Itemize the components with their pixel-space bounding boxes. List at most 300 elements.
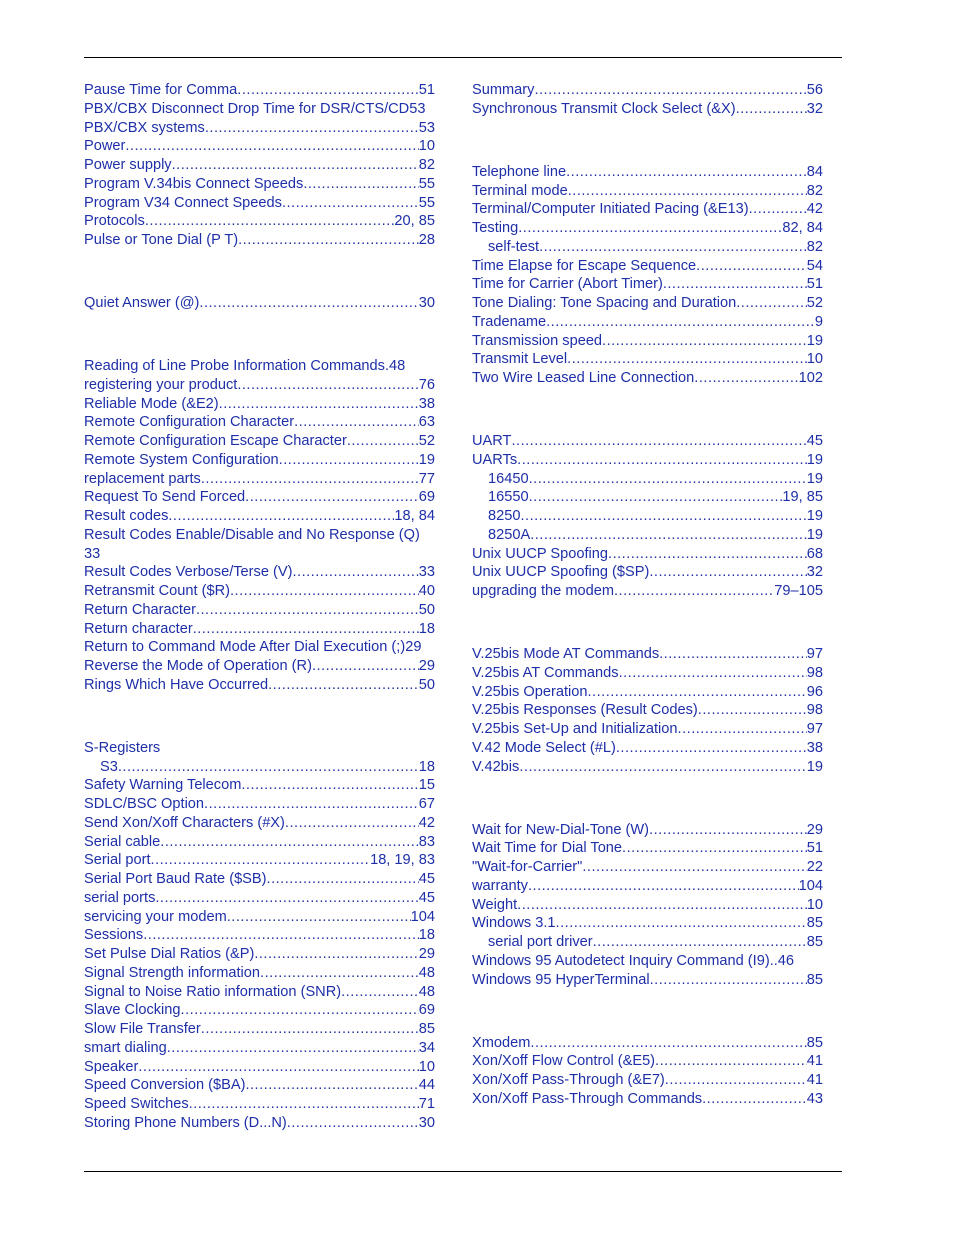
index-entry[interactable] bbox=[84, 833, 435, 852]
entry-page-number: 9 bbox=[814, 313, 823, 330]
index-entry[interactable] bbox=[84, 507, 435, 526]
index-entry[interactable] bbox=[472, 163, 823, 182]
dot-leader bbox=[529, 488, 783, 507]
index-entry[interactable] bbox=[472, 1052, 823, 1071]
dot-leader bbox=[511, 432, 806, 451]
top-rule bbox=[84, 57, 842, 58]
dot-leader bbox=[341, 983, 419, 1002]
entry-term: serial port driver bbox=[488, 934, 593, 950]
index-entry[interactable] bbox=[84, 451, 435, 470]
dot-leader bbox=[567, 350, 807, 369]
index-entry[interactable] bbox=[472, 313, 823, 332]
dot-leader bbox=[568, 182, 807, 201]
dot-leader bbox=[622, 839, 807, 858]
entry-page-number: 48 bbox=[418, 983, 435, 1000]
dot-leader bbox=[749, 200, 807, 219]
index-subentry[interactable] bbox=[472, 470, 823, 489]
entry-page-number: 85 bbox=[806, 934, 823, 950]
index-subentry[interactable] bbox=[84, 758, 435, 777]
index-entry[interactable] bbox=[84, 945, 435, 964]
entry-term: registering your product bbox=[84, 376, 238, 393]
entry-page-number: 20, 85 bbox=[394, 213, 435, 230]
index-entry[interactable] bbox=[84, 983, 435, 1002]
dot-leader bbox=[303, 175, 418, 194]
entry-term: Weight bbox=[472, 896, 518, 913]
index-entry[interactable] bbox=[472, 914, 823, 933]
entry-page-number: 10 bbox=[806, 351, 823, 368]
index-entry[interactable] bbox=[84, 1020, 435, 1039]
entry-term: replacement parts bbox=[84, 470, 201, 487]
entry-term: Return to Command Mode After Dial Execution (;) bbox=[84, 639, 406, 656]
entry-term: Sessions bbox=[84, 927, 144, 944]
entry-page-number: 69 bbox=[418, 489, 435, 506]
entry-page-number: 69 bbox=[418, 1002, 435, 1019]
index-entry[interactable] bbox=[472, 451, 823, 470]
section-gap bbox=[84, 313, 435, 357]
index-entry[interactable] bbox=[84, 620, 435, 639]
entry-page-number: 67 bbox=[418, 796, 435, 812]
entry-term: Time Elapse for Escape Sequence bbox=[472, 257, 697, 274]
dot-leader bbox=[539, 238, 807, 257]
index-entry[interactable] bbox=[84, 926, 435, 945]
index-entry[interactable] bbox=[84, 563, 435, 582]
index-entry[interactable] bbox=[472, 896, 823, 915]
dot-leader bbox=[608, 545, 807, 564]
entry-page-number: 76 bbox=[418, 376, 435, 393]
dot-leader bbox=[518, 219, 782, 238]
index-entry[interactable] bbox=[84, 357, 435, 376]
index-entry[interactable] bbox=[472, 582, 823, 601]
index-subentry[interactable] bbox=[472, 488, 823, 507]
index-entry[interactable] bbox=[84, 526, 435, 545]
entry-term: 16550 bbox=[488, 489, 529, 506]
entry-term: Storing Phone Numbers (D...N) bbox=[84, 1114, 287, 1131]
dot-leader bbox=[267, 870, 419, 889]
dot-leader bbox=[241, 776, 418, 795]
index-entry[interactable] bbox=[84, 81, 435, 100]
entry-term: Quiet Answer (@) bbox=[84, 295, 200, 311]
entry-term: servicing your modem bbox=[84, 908, 227, 925]
entry-term: Remote Configuration Character bbox=[84, 414, 295, 431]
index-entry[interactable] bbox=[472, 858, 823, 877]
entry-page-number: 56 bbox=[806, 82, 823, 98]
dot-leader bbox=[189, 1095, 419, 1114]
entry-term: Transmission speed bbox=[472, 332, 603, 349]
entry-page-number: 82 bbox=[806, 238, 823, 255]
dot-leader bbox=[655, 1052, 807, 1071]
entry-page-number: 82 bbox=[806, 182, 823, 199]
index-entry[interactable] bbox=[84, 212, 435, 231]
index-column-left bbox=[84, 81, 435, 1133]
entry-page-number: 84 bbox=[806, 163, 823, 180]
index-entry[interactable] bbox=[84, 638, 435, 657]
index-entry[interactable] bbox=[84, 1114, 435, 1133]
entry-page-number: 30 bbox=[418, 295, 435, 311]
entry-page-number: 18 bbox=[418, 620, 435, 637]
index-entry[interactable] bbox=[472, 275, 823, 294]
entry-term: Terminal mode bbox=[472, 182, 568, 199]
dot-leader bbox=[160, 833, 419, 852]
entry-term: Program V34 Connect Speeds bbox=[84, 194, 282, 211]
index-entry[interactable] bbox=[472, 350, 823, 369]
index-entry[interactable] bbox=[84, 1058, 435, 1077]
dot-leader bbox=[614, 582, 774, 601]
index-entry[interactable] bbox=[472, 182, 823, 201]
entry-page-number: 51 bbox=[806, 276, 823, 293]
entry-term: 8250A bbox=[488, 526, 531, 543]
dot-leader bbox=[125, 137, 418, 156]
entry-page-number: 19 bbox=[806, 470, 823, 487]
section-gap bbox=[84, 250, 435, 294]
index-entry[interactable] bbox=[84, 137, 435, 156]
entry-term: Power bbox=[84, 138, 126, 155]
entry-page-number: 19 bbox=[806, 332, 823, 349]
dot-leader bbox=[287, 1114, 419, 1133]
index-entry[interactable] bbox=[84, 582, 435, 601]
index-entry[interactable] bbox=[84, 100, 435, 119]
dot-leader bbox=[528, 877, 799, 896]
entry-page-number: 10 bbox=[418, 138, 435, 155]
entry-page-number: 42 bbox=[806, 201, 823, 218]
index-entry[interactable] bbox=[84, 156, 435, 175]
dot-leader bbox=[520, 507, 806, 526]
index-entry[interactable] bbox=[472, 100, 823, 119]
entry-page-number: 68 bbox=[806, 545, 823, 562]
dot-leader bbox=[587, 683, 806, 702]
index-entry[interactable] bbox=[84, 413, 435, 432]
dot-leader bbox=[167, 1039, 419, 1058]
entry-term: Speed Conversion ($BA) bbox=[84, 1077, 246, 1094]
entry-page-number: 18 bbox=[418, 927, 435, 944]
index-entry[interactable] bbox=[84, 470, 435, 489]
entry-term: Reading of Line Probe Information Commands bbox=[84, 358, 385, 374]
index-subentry[interactable] bbox=[472, 507, 823, 526]
dot-leader bbox=[138, 1058, 418, 1077]
index-entry[interactable] bbox=[84, 119, 435, 138]
entry-term: Unix UUCP Spoofing bbox=[472, 545, 609, 562]
index-entry[interactable] bbox=[472, 369, 823, 388]
entry-page-number: 15 bbox=[418, 777, 435, 794]
entry-page-number: 40 bbox=[418, 583, 435, 599]
entry-term: Send Xon/Xoff Characters (#X) bbox=[84, 814, 285, 831]
index-entry[interactable] bbox=[472, 1090, 823, 1109]
index-entry[interactable] bbox=[84, 1095, 435, 1114]
dot-leader bbox=[245, 1076, 418, 1095]
dot-leader bbox=[143, 926, 419, 945]
dot-leader bbox=[556, 914, 807, 933]
entry-page-number: 98 bbox=[806, 664, 823, 681]
entry-term: Slave Clocking bbox=[84, 1002, 181, 1019]
entry-page-number: 38 bbox=[806, 739, 823, 756]
entry-page-number: 50 bbox=[418, 601, 435, 618]
dot-leader bbox=[205, 119, 419, 138]
entry-page-number: 55 bbox=[418, 194, 435, 211]
dot-leader bbox=[237, 81, 418, 100]
entry-page-number: 38 bbox=[418, 395, 435, 412]
entry-term: serial ports bbox=[84, 889, 156, 906]
entry-term: Pause Time for Comma bbox=[84, 82, 238, 98]
index-entry[interactable] bbox=[84, 776, 435, 795]
entry-term: 33 bbox=[84, 545, 101, 562]
index-entry[interactable] bbox=[84, 432, 435, 451]
entry-page-number: 51 bbox=[418, 82, 435, 98]
index-entry[interactable] bbox=[472, 200, 823, 219]
dot-leader bbox=[519, 758, 806, 777]
dot-leader bbox=[268, 676, 419, 695]
entry-term: 8250 bbox=[488, 508, 521, 524]
index-entry[interactable] bbox=[472, 432, 823, 451]
entry-term: Windows 95 Autodetect Inquiry Command (I9) bbox=[472, 952, 770, 969]
dot-leader bbox=[534, 81, 806, 100]
entry-page-number: 77 bbox=[418, 470, 435, 487]
entry-page-number: 29 bbox=[405, 639, 422, 656]
entry-term: Reliable Mode (&E2) bbox=[84, 395, 219, 412]
entry-page-number: 55 bbox=[418, 175, 435, 192]
entry-term: Result Codes Enable/Disable and No Response (Q) bbox=[84, 526, 420, 543]
section-gap bbox=[472, 388, 823, 432]
dot-leader bbox=[279, 451, 419, 470]
entry-page-number: 41 bbox=[806, 1053, 823, 1070]
entry-page-number: 43 bbox=[806, 1090, 823, 1107]
entry-term: Program V.34bis Connect Speeds bbox=[84, 175, 304, 192]
bottom-rule bbox=[84, 1171, 842, 1172]
dot-leader bbox=[181, 1001, 419, 1020]
entry-page-number: 104 bbox=[410, 908, 435, 925]
entry-term: UARTs bbox=[472, 451, 518, 468]
index-entry[interactable] bbox=[472, 1071, 823, 1090]
entry-term: V.25bis Responses (Result Codes) bbox=[472, 702, 698, 719]
entry-page-number: 45 bbox=[418, 889, 435, 906]
entry-term: Terminal/Computer Initiated Pacing (&E13) bbox=[472, 201, 749, 218]
entry-term: SDLC/BSC Option bbox=[84, 796, 205, 812]
index-entry[interactable] bbox=[84, 175, 435, 194]
entry-term: Telephone line bbox=[472, 163, 567, 180]
entry-term: V.25bis Set-Up and Initialization bbox=[472, 721, 678, 737]
index-entry[interactable] bbox=[472, 720, 823, 739]
entry-term: PBX/CBX systems bbox=[84, 119, 205, 136]
dot-leader bbox=[230, 582, 419, 601]
entry-term: Return Character bbox=[84, 601, 196, 618]
index-entry[interactable] bbox=[84, 545, 435, 564]
dot-leader bbox=[219, 395, 419, 414]
index-entry[interactable] bbox=[84, 889, 435, 908]
index-subentry[interactable] bbox=[472, 933, 823, 952]
entry-term: Time for Carrier (Abort Timer) bbox=[472, 276, 663, 293]
entry-page-number: 19 bbox=[806, 451, 823, 468]
dot-leader bbox=[151, 851, 371, 870]
entry-page-number: 79–105 bbox=[774, 583, 823, 599]
entry-page-number: 82, 84 bbox=[782, 220, 823, 236]
section-gap bbox=[472, 601, 823, 645]
dot-leader bbox=[282, 194, 419, 213]
entry-term: self-test bbox=[488, 238, 540, 255]
entry-term: Pulse or Tone Dial (P T) bbox=[84, 232, 239, 248]
entry-term: V.25bis AT Commands bbox=[472, 664, 619, 681]
entry-term: Protocols bbox=[84, 213, 145, 230]
dot-leader bbox=[199, 294, 418, 313]
entry-page-number: 97 bbox=[806, 721, 823, 737]
index-entry[interactable] bbox=[84, 376, 435, 395]
entry-term: Wait for New-Dial-Tone (W) bbox=[472, 821, 650, 838]
dot-leader bbox=[294, 413, 419, 432]
section-gap bbox=[84, 695, 435, 739]
index-entry[interactable] bbox=[472, 877, 823, 896]
index-entry[interactable] bbox=[472, 257, 823, 276]
dot-leader bbox=[227, 908, 411, 927]
entry-term: Tradename bbox=[472, 313, 547, 330]
entry-term: V.42bis bbox=[472, 758, 520, 775]
entry-term: 16450 bbox=[488, 470, 529, 487]
entry-term: Rings Which Have Occurred bbox=[84, 676, 269, 693]
dot-leader bbox=[736, 294, 807, 313]
index-entry[interactable] bbox=[472, 664, 823, 683]
entry-page-number: 97 bbox=[806, 646, 823, 662]
index-entry[interactable] bbox=[472, 545, 823, 564]
dot-leader bbox=[530, 1034, 806, 1053]
dot-leader bbox=[517, 896, 807, 915]
index-entry[interactable] bbox=[472, 683, 823, 702]
entry-page-number: 85 bbox=[418, 1021, 435, 1037]
index-entry[interactable] bbox=[472, 563, 823, 582]
entry-term: Unix UUCP Spoofing ($SP) bbox=[472, 564, 650, 581]
entry-term: V.42 Mode Select (#L) bbox=[472, 739, 616, 756]
dot-leader bbox=[201, 470, 419, 489]
dot-leader bbox=[530, 526, 807, 545]
entry-term: Summary bbox=[472, 82, 535, 98]
entry-page-number: 10 bbox=[806, 896, 823, 913]
entry-term: UART bbox=[472, 433, 512, 449]
index-entry[interactable] bbox=[472, 739, 823, 758]
entry-page-number: 52 bbox=[418, 433, 435, 449]
entry-term: Windows 3.1 bbox=[472, 915, 556, 932]
dot-leader bbox=[193, 620, 419, 639]
entry-term: S-Registers bbox=[84, 739, 161, 756]
entry-page-number: 19 bbox=[418, 451, 435, 468]
index-entry[interactable] bbox=[472, 1034, 823, 1053]
index-entry[interactable] bbox=[84, 657, 435, 676]
dot-leader bbox=[118, 758, 419, 777]
entry-page-number: 71 bbox=[418, 1096, 435, 1112]
dot-leader bbox=[663, 275, 807, 294]
entry-page-number: 63 bbox=[418, 414, 435, 431]
index-entry[interactable] bbox=[472, 219, 823, 238]
dot-leader bbox=[285, 814, 419, 833]
entry-term: Result Codes Verbose/Terse (V) bbox=[84, 564, 293, 581]
index-entry[interactable] bbox=[84, 851, 435, 870]
entry-page-number: 54 bbox=[806, 257, 823, 274]
entry-page-number: 18, 19, 83 bbox=[370, 852, 435, 869]
entry-term: Remote System Configuration bbox=[84, 451, 279, 468]
index-entry[interactable] bbox=[84, 676, 435, 695]
dot-leader bbox=[347, 432, 419, 451]
dot-leader bbox=[736, 100, 807, 119]
index-entry[interactable] bbox=[472, 294, 823, 313]
index-entry[interactable] bbox=[84, 739, 435, 758]
entry-term: S3 bbox=[100, 758, 118, 775]
index-entry[interactable] bbox=[84, 395, 435, 414]
entry-page-number: 51 bbox=[806, 840, 823, 857]
index-entry[interactable] bbox=[472, 839, 823, 858]
index-entry[interactable] bbox=[84, 1076, 435, 1095]
entry-page-number: 29 bbox=[418, 946, 435, 962]
entry-term: Set Pulse Dial Ratios (&P) bbox=[84, 946, 255, 962]
entry-page-number: 96 bbox=[806, 683, 823, 700]
entry-term: Signal to Noise Ratio information (SNR) bbox=[84, 983, 342, 1000]
index-entry[interactable] bbox=[472, 645, 823, 664]
entry-page-number: 18, 84 bbox=[394, 508, 435, 524]
entry-page-number: 98 bbox=[806, 702, 823, 719]
dot-leader bbox=[238, 231, 419, 250]
entry-term: Serial cable bbox=[84, 833, 161, 850]
entry-term: Two Wire Leased Line Connection bbox=[472, 370, 695, 386]
entry-page-number: 32 bbox=[806, 100, 823, 117]
index-subentry[interactable] bbox=[472, 238, 823, 257]
entry-term: V.25bis Mode AT Commands bbox=[472, 646, 660, 662]
dot-leader bbox=[696, 257, 807, 276]
index-entry[interactable] bbox=[472, 821, 823, 840]
entry-page-number: 85 bbox=[806, 971, 823, 988]
entry-term: warranty bbox=[472, 877, 528, 894]
index-entry[interactable] bbox=[84, 601, 435, 620]
entry-page-number: 29 bbox=[418, 658, 435, 674]
dot-leader bbox=[582, 858, 806, 877]
index-column-right bbox=[472, 81, 823, 1109]
dot-leader bbox=[312, 657, 419, 676]
index-entry[interactable] bbox=[84, 870, 435, 889]
index-entry[interactable] bbox=[472, 332, 823, 351]
entry-page-number: 19, 85 bbox=[782, 489, 823, 506]
index-entry[interactable] bbox=[84, 194, 435, 213]
entry-page-number: 30 bbox=[418, 1114, 435, 1131]
entry-term: "Wait-for-Carrier" bbox=[472, 859, 583, 875]
index-entry[interactable] bbox=[472, 81, 823, 100]
dot-leader bbox=[260, 964, 419, 983]
dot-leader bbox=[702, 1090, 807, 1109]
index-entry[interactable] bbox=[84, 814, 435, 833]
index-entry[interactable] bbox=[84, 488, 435, 507]
index-entry[interactable] bbox=[84, 231, 435, 250]
index-entry[interactable] bbox=[84, 964, 435, 983]
dot-leader bbox=[237, 376, 418, 395]
index-entry[interactable] bbox=[472, 758, 823, 777]
dot-leader bbox=[546, 313, 815, 332]
index-entry[interactable] bbox=[84, 908, 435, 927]
index-entry[interactable] bbox=[472, 701, 823, 720]
dot-leader bbox=[292, 563, 418, 582]
dot-leader bbox=[168, 507, 394, 526]
entry-term: Safety Warning Telecom bbox=[84, 777, 242, 794]
index-entry[interactable] bbox=[84, 294, 435, 313]
entry-page-number: 45 bbox=[418, 871, 435, 887]
entry-page-number: 19 bbox=[806, 758, 823, 775]
entry-term: Return character bbox=[84, 620, 193, 637]
index-entry[interactable] bbox=[84, 1039, 435, 1058]
dot-leader bbox=[204, 795, 419, 814]
entry-term: Slow File Transfer bbox=[84, 1021, 201, 1037]
entry-term: Wait Time for Dial Tone bbox=[472, 840, 623, 857]
index-entry[interactable] bbox=[472, 952, 823, 971]
entry-term: Speed Switches bbox=[84, 1096, 189, 1112]
entry-term: PBX/CBX Disconnect Drop Time for DSR/CTS/CD bbox=[84, 100, 410, 117]
index-entry[interactable] bbox=[84, 795, 435, 814]
index-entry[interactable] bbox=[472, 971, 823, 990]
entry-page-number: .48 bbox=[384, 358, 406, 374]
entry-page-number: 33 bbox=[418, 564, 435, 581]
dot-leader bbox=[619, 664, 807, 683]
index-subentry[interactable] bbox=[472, 526, 823, 545]
index-entry[interactable] bbox=[84, 1001, 435, 1020]
entry-page-number: 104 bbox=[798, 877, 823, 894]
